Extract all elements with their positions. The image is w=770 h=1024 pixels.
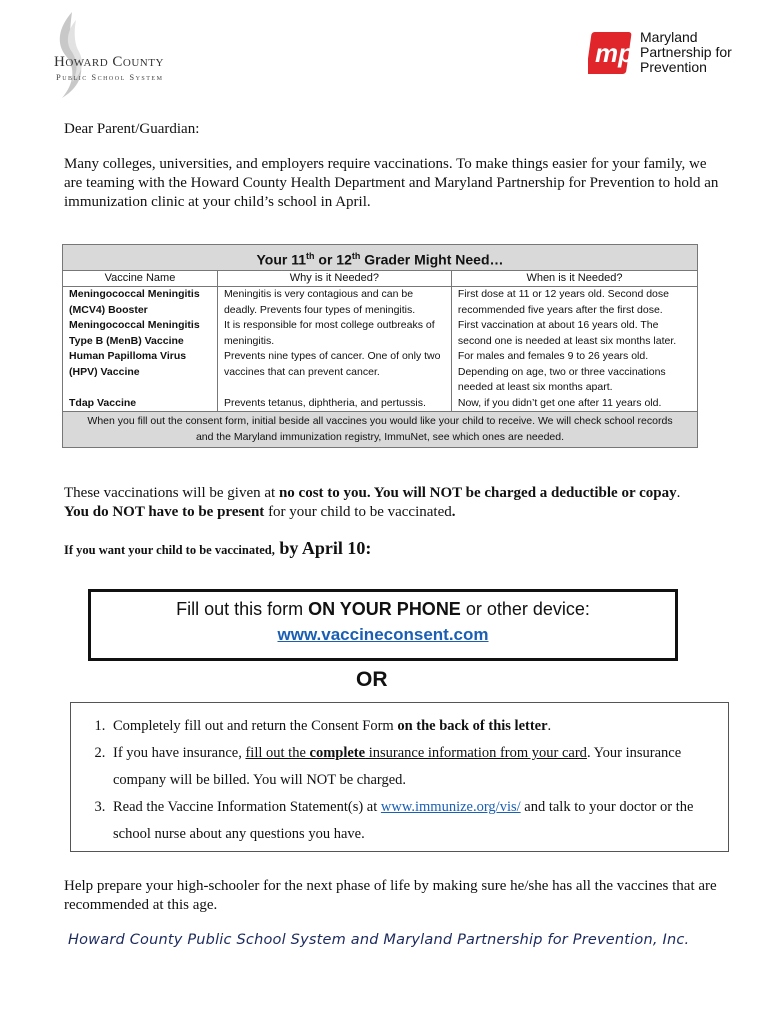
table-title: Your 11th or 12th Grader Might Need…: [63, 245, 698, 271]
salutation: Dear Parent/Guardian:: [64, 121, 200, 137]
cost-paragraph: These vaccinations will be given at no cost to you. You will NOT be charged a deductible or copay. You do NOT have to be present for your child to be vaccinated.: [64, 485, 681, 520]
column-header-why: Why is it Needed?: [217, 270, 451, 287]
vaccine-name: Human Papilloma Virus (HPV) Vaccine: [63, 349, 218, 396]
table-row: [63, 349, 698, 396]
vaccine-name: Tdap Vaccine: [63, 396, 218, 412]
vaccine-name: Meningococcal Meningitis (MCV4) Booster: [63, 287, 218, 319]
hcpss-logo-name: Howard County: [54, 54, 164, 70]
online-form-instruction: Fill out this form ON YOUR PHONE or other device:: [176, 599, 590, 619]
vaccine-when: Now, if you didn’t get one after 11 years old.: [457, 396, 662, 409]
deadline-date: by April 10:: [274, 538, 372, 558]
table-row: [63, 318, 698, 349]
vaccine-consent-link[interactable]: www.vaccineconsent.com: [277, 625, 489, 644]
vaccine-when: First dose at 11 or 12 years old. Second dose recommended five years after the first dose.: [457, 288, 669, 316]
help-paragraph: Help prepare your high-schooler for the next phase of life by making sure he/she has all the vaccines that are recommended at this age.: [64, 878, 717, 913]
vaccine-when: First vaccination at about 16 years old. The second one is needed at least six months later.: [457, 319, 677, 347]
table-footer-note: When you fill out the consent form, initial beside all vaccines you would like your child to receive. We will check school records and the Maryland immunization registry, ImmuNet, see which ones are needed.: [63, 412, 698, 448]
immunize-link[interactable]: www.immunize.org/vis/: [380, 799, 521, 815]
or-separator: OR: [356, 668, 388, 691]
paper-steps-box: [70, 702, 729, 852]
vaccine-why: Meningitis is very contagious and can be deadly. Prevents four types of meningitis.: [217, 287, 451, 319]
hcpss-logo: [50, 8, 190, 103]
mpp-line-1: Maryland: [640, 29, 698, 45]
mpp-logo: [588, 28, 748, 78]
list-item: 3. Read the Vaccine Information Statement(s) at www.immunize.org/vis/ and talk to your doctor or the school nurse about any questions you have.: [109, 794, 712, 848]
deadline-line: If you want your child to be vaccinated, by April 10:: [64, 538, 372, 558]
list-item: 2. If you have insurance, fill out the complete insurance information from your card. Your insurance company will be billed. You will NOT be charged.: [109, 740, 712, 794]
mpp-mark-icon: [588, 30, 636, 76]
vaccine-name: Meningococcal Meningitis Type B (MenB) Vaccine: [63, 318, 218, 349]
vaccine-table: [62, 244, 698, 448]
vaccine-why: It is responsible for most college outbreaks of meningitis.: [217, 318, 451, 349]
closing-signature: Howard County Public School System and Maryland Partnership for Prevention, Inc.: [68, 932, 690, 948]
column-header-vaccine: Vaccine Name: [63, 270, 218, 287]
column-header-when: When is it Needed?: [451, 270, 697, 287]
mpp-line-2: Partnership for: [640, 44, 732, 60]
mpp-line-3: Prevention: [640, 59, 707, 75]
vaccine-when: For males and females 9 to 26 years old. Depending on age, two or three vaccinations needed at least six months apart.: [457, 350, 666, 394]
mpp-logo-text: [640, 30, 732, 75]
hcpss-logo-subname: Public School System: [56, 72, 164, 82]
vaccine-why: Prevents nine types of cancer. One of only two vaccines that can prevent cancer.: [217, 349, 451, 396]
online-form-box: [88, 589, 678, 661]
table-row: [63, 287, 698, 319]
vaccine-why: Prevents tetanus, diphtheria, and pertussis.: [217, 396, 451, 412]
mpp-mark-text: mp: [595, 38, 634, 68]
intro-paragraph: Many colleges, universities, and employers require vaccinations. To make things easier for your family, we are teaming with the Howard County Health Department and Maryland Partnership for Prevention to hold an immunization clinic at your child’s school in April.: [64, 156, 719, 210]
table-row: [63, 396, 698, 412]
list-item: 1. Completely fill out and return the Consent Form on the back of this letter.: [109, 713, 712, 740]
